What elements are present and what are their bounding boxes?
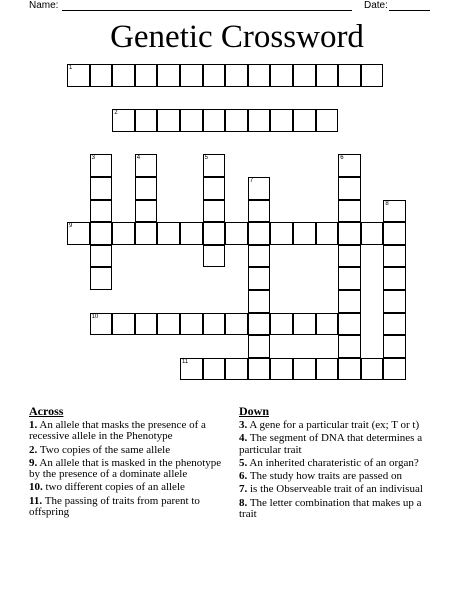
crossword-cell[interactable]: [338, 245, 361, 268]
crossword-cell[interactable]: [203, 177, 226, 200]
crossword-cell[interactable]: [248, 177, 271, 200]
page-title: Genetic Crossword: [110, 19, 364, 55]
crossword-cell[interactable]: [248, 290, 271, 313]
clue-across-10: [29, 482, 223, 493]
crossword-cell[interactable]: [248, 222, 271, 245]
clue-text: is the Observeable trait of an indivisual: [250, 483, 423, 496]
crossword-cell[interactable]: [361, 64, 384, 87]
crossword-cell[interactable]: [361, 358, 384, 381]
crossword-cell[interactable]: [270, 313, 293, 336]
crossword-cell[interactable]: [135, 154, 158, 177]
crossword-cell[interactable]: [270, 358, 293, 381]
crossword-cell[interactable]: [383, 290, 406, 313]
crossword-cell[interactable]: [90, 177, 113, 200]
crossword-cell[interactable]: [157, 109, 180, 132]
name-label: Name:: [29, 0, 59, 11]
clue-number-label: 1: [69, 65, 73, 71]
clue-text: An allele that is masked in the phenotype by the presence of a dominate allele: [29, 456, 222, 481]
clue-number: 3.: [239, 419, 248, 431]
crossword-cell[interactable]: [383, 335, 406, 358]
clue-across-1: [29, 420, 223, 443]
crossword-cell[interactable]: [135, 177, 158, 200]
clue-number: 7.: [239, 483, 248, 496]
clue-text: The letter combination that makes up a trait: [239, 496, 422, 521]
crossword-cell[interactable]: [180, 64, 203, 87]
crossword-cell[interactable]: [203, 109, 226, 132]
crossword-cell[interactable]: [180, 313, 203, 336]
clue-number-label: 5: [204, 155, 208, 162]
crossword-cell[interactable]: [90, 313, 113, 336]
clue-text: The segment of DNA that determines a particular trait: [239, 432, 423, 456]
crossword-cell[interactable]: [338, 358, 361, 381]
clue-number: 10.: [29, 481, 43, 494]
clue-down-7: [239, 484, 439, 495]
crossword-cell[interactable]: [112, 313, 135, 336]
crossword-cell[interactable]: [316, 222, 339, 245]
crossword-cell[interactable]: [135, 64, 158, 87]
clue-down-4: [239, 433, 439, 456]
crossword-cell[interactable]: [248, 358, 271, 381]
crossword-cell[interactable]: [338, 177, 361, 200]
crossword-cell[interactable]: [270, 109, 293, 132]
crossword-cell[interactable]: [383, 267, 406, 290]
crossword-cell[interactable]: [293, 222, 316, 245]
clue-text: An inherited charateristic of an organ?: [249, 456, 419, 469]
crossword-cell[interactable]: [157, 64, 180, 87]
crossword-cell[interactable]: [203, 245, 226, 268]
crossword-cell[interactable]: [225, 109, 248, 132]
crossword-cell[interactable]: [203, 222, 226, 245]
crossword-cell[interactable]: [180, 222, 203, 245]
crossword-cell[interactable]: [248, 64, 271, 87]
crossword-cell[interactable]: [270, 64, 293, 87]
clue-down-3: [239, 420, 439, 431]
clue-text: An allele that masks the presence of a recessive allele in the Phenotype: [29, 419, 206, 443]
clue-number-label: 6: [340, 155, 344, 162]
across-heading: Across: [29, 404, 64, 418]
crossword-cell[interactable]: [90, 222, 113, 245]
crossword-cell[interactable]: [90, 200, 113, 223]
crossword-cell[interactable]: [90, 267, 113, 290]
crossword-cell[interactable]: [248, 109, 271, 132]
crossword-cell[interactable]: [338, 313, 361, 336]
clue-number: 8.: [239, 496, 248, 509]
crossword-cell[interactable]: [112, 222, 135, 245]
crossword-cell[interactable]: [338, 290, 361, 313]
crossword-cell[interactable]: [338, 335, 361, 358]
clue-number-label: 10: [91, 313, 99, 320]
crossword-cell[interactable]: [361, 222, 384, 245]
crossword-cell[interactable]: [203, 358, 226, 381]
clue-number-label: 4: [136, 155, 141, 162]
clue-number: 4.: [239, 432, 248, 445]
down-clues: [239, 405, 439, 522]
crossword-cell[interactable]: [112, 109, 135, 132]
crossword-cell[interactable]: [316, 313, 339, 336]
clue-down-6: [239, 471, 439, 482]
date-label: Date:: [364, 0, 388, 11]
crossword-cell[interactable]: [293, 358, 316, 381]
crossword-cell[interactable]: [225, 313, 248, 336]
crossword-cell[interactable]: [248, 335, 271, 358]
crossword-cell[interactable]: [338, 267, 361, 290]
crossword-cell[interactable]: [225, 358, 248, 381]
crossword-cell[interactable]: [225, 64, 248, 87]
crossword-cell[interactable]: [180, 109, 203, 132]
clue-number: 5.: [239, 456, 248, 469]
crossword-cell[interactable]: [316, 358, 339, 381]
crossword-cell[interactable]: [67, 64, 90, 87]
crossword-cell[interactable]: [293, 64, 316, 87]
crossword-cell[interactable]: [180, 358, 203, 381]
crossword-cell[interactable]: [383, 313, 406, 336]
clue-text: A gene for a particular trait (ex; T or t): [249, 419, 420, 431]
across-clues: [29, 405, 223, 520]
crossword-cell[interactable]: [316, 64, 339, 87]
crossword-cell[interactable]: [157, 313, 180, 336]
clue-number: 1.: [29, 419, 38, 431]
clue-down-5: [239, 458, 439, 469]
clue-down-8: [239, 498, 439, 521]
crossword-cell[interactable]: [248, 245, 271, 268]
crossword-cell[interactable]: [203, 313, 226, 336]
crossword-cell[interactable]: [293, 313, 316, 336]
crossword-cell[interactable]: [248, 313, 271, 336]
crossword-cell[interactable]: [135, 222, 158, 245]
crossword-cell[interactable]: [338, 64, 361, 87]
crossword-cell[interactable]: [248, 267, 271, 290]
clue-across-11: [29, 496, 223, 519]
crossword-cell[interactable]: [383, 245, 406, 268]
clue-across-9: [29, 458, 223, 481]
clue-text: The study how traits are passed on: [249, 470, 402, 483]
crossword-cell[interactable]: [248, 200, 271, 223]
crossword-cell[interactable]: [270, 222, 293, 245]
clue-number-label: 7: [249, 178, 254, 184]
crossword-cell[interactable]: [157, 222, 180, 245]
clue-number: 2.: [29, 443, 38, 456]
crossword-cell[interactable]: [90, 64, 113, 87]
clue-number-label: 8: [385, 200, 389, 207]
crossword-cell[interactable]: [338, 200, 361, 223]
clue-number-label: 2: [114, 110, 118, 117]
crossword-cell[interactable]: [383, 222, 406, 245]
clue-text: The passing of traits from parent to offspring: [29, 494, 200, 519]
crossword-cell[interactable]: [90, 245, 113, 268]
crossword-cell[interactable]: [203, 200, 226, 223]
crossword-cell[interactable]: [203, 154, 226, 177]
clue-text: Two copies of the same allele: [39, 443, 171, 456]
clue-number: 6.: [239, 470, 248, 483]
clue-number: 9.: [29, 456, 38, 469]
crossword-cell[interactable]: [383, 358, 406, 381]
crossword-cell[interactable]: [67, 222, 90, 245]
crossword-cell[interactable]: [293, 109, 316, 132]
clue-text: two different copies of an allele: [45, 481, 185, 494]
crossword-cell[interactable]: [135, 313, 158, 336]
crossword-cell[interactable]: [90, 154, 113, 177]
clue-number-label: 11: [182, 358, 189, 365]
crossword-cell[interactable]: [225, 222, 248, 245]
crossword-cell[interactable]: [338, 154, 361, 177]
down-heading: Down: [239, 404, 270, 418]
clue-number-label: 3: [91, 155, 95, 162]
crossword-cell[interactable]: [135, 109, 158, 132]
crossword-cell[interactable]: [112, 64, 135, 87]
clue-number-label: 9: [69, 223, 73, 230]
clue-across-2: [29, 445, 223, 456]
crossword-cell[interactable]: [338, 222, 361, 245]
crossword-cell[interactable]: [383, 200, 406, 223]
clue-number: 11.: [29, 494, 43, 507]
crossword-cell[interactable]: [135, 200, 158, 223]
crossword-cell[interactable]: [316, 109, 339, 132]
crossword-cell[interactable]: [203, 64, 226, 87]
